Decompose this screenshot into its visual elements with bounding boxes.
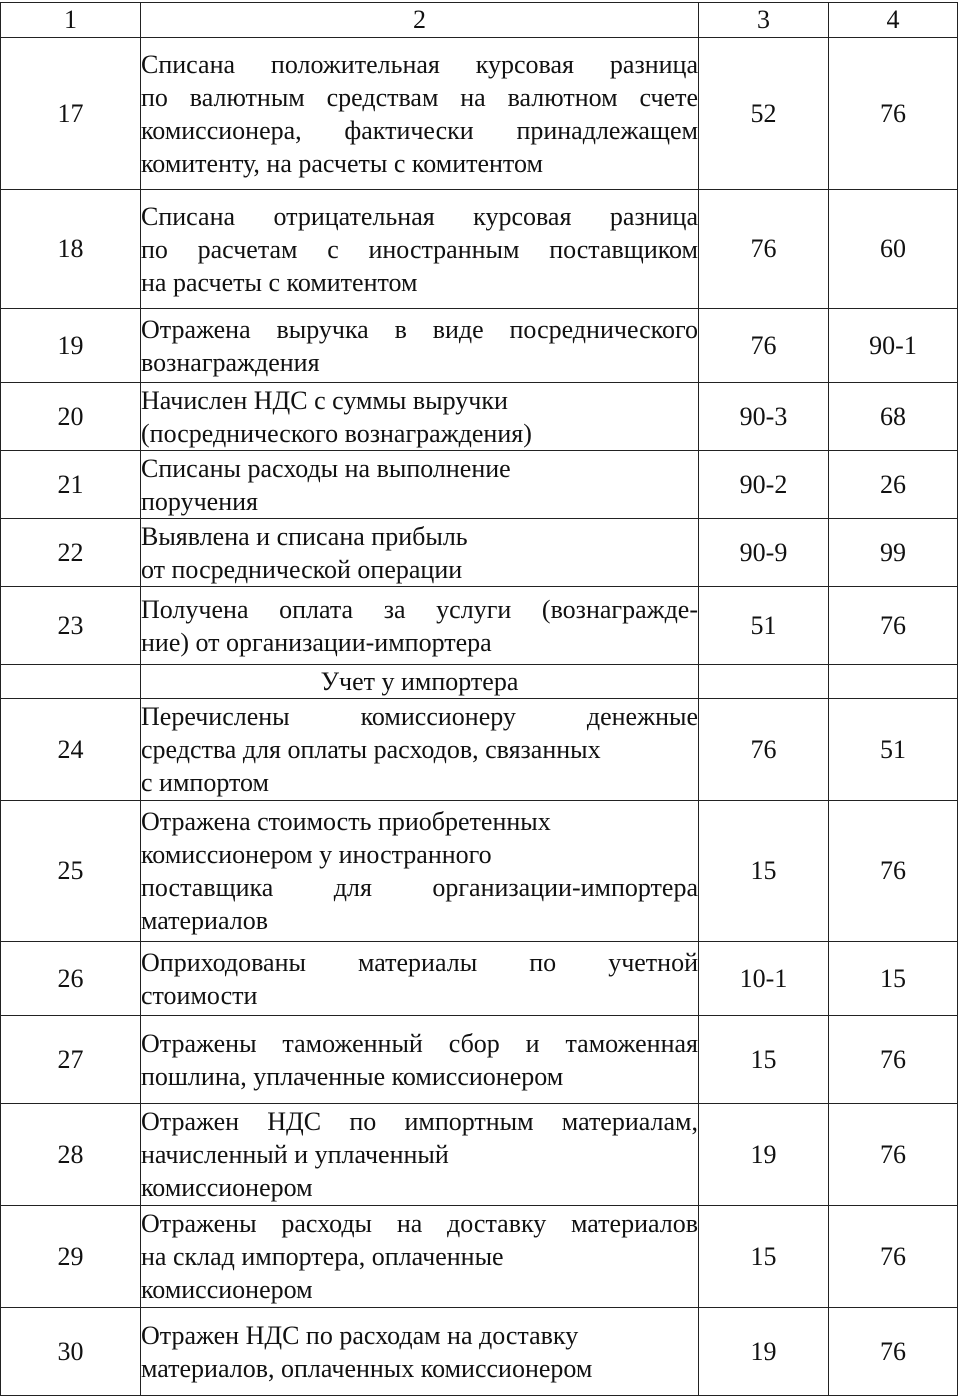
description-line: Получена оплата за услуги (вознагражде- (141, 594, 698, 624)
entry-number: 19 (1, 309, 141, 383)
table-row (1, 699, 958, 801)
description-line: (посреднического вознаграждения) (141, 418, 532, 448)
entry-description (141, 190, 699, 309)
table-row (1, 1016, 958, 1104)
credit-account: 76 (829, 1016, 958, 1104)
entry-description (141, 451, 699, 519)
debit-account: 15 (699, 1206, 829, 1308)
credit-account: 26 (829, 451, 958, 519)
description-line: по расчетам с иностранным поставщиком (141, 234, 698, 264)
entry-description (141, 519, 699, 587)
description-line: ние) от организации-импортера (141, 627, 492, 657)
table-row (1, 309, 958, 383)
entry-number: 30 (1, 1308, 141, 1396)
entry-description (141, 309, 699, 383)
entry-number: 17 (1, 38, 141, 190)
header-col-2: 2 (141, 3, 699, 38)
credit-account: 90-1 (829, 309, 958, 383)
entry-description (141, 1016, 699, 1104)
description-line: материалов (141, 906, 268, 935)
description-line: Списана отрицательная курсовая разница (141, 201, 698, 231)
debit-account: 15 (699, 1016, 829, 1104)
entry-number: 24 (1, 699, 141, 801)
debit-account: 51 (699, 587, 829, 665)
entry-description (141, 383, 699, 451)
debit-account: 90-2 (699, 451, 829, 519)
entry-description (141, 1104, 699, 1206)
entry-number: 22 (1, 519, 141, 587)
table-row (1, 587, 958, 665)
credit-account: 76 (829, 587, 958, 665)
description-line: Отражен НДС по расходам на доставку (141, 1320, 579, 1350)
table-row (1, 519, 958, 587)
debit-account: 19 (699, 1104, 829, 1206)
description-line: пошлина, уплаченные комиссионером (141, 1061, 564, 1091)
entry-number: 20 (1, 383, 141, 451)
debit-account: 76 (699, 190, 829, 309)
table-row (1, 1206, 958, 1308)
debit-account: 90-3 (699, 383, 829, 451)
accounting-entries-table (0, 2, 958, 1396)
credit-account: 76 (829, 1206, 958, 1308)
entry-number: 18 (1, 190, 141, 309)
description-line: Отражена выручка в виде посреднического (141, 314, 698, 344)
description-line: комиссионером (141, 1275, 313, 1304)
description-line: комиссионером (141, 1173, 313, 1202)
credit-account: 68 (829, 383, 958, 451)
entry-description (141, 942, 699, 1016)
description-line: Списаны расходы на выполнение (141, 453, 511, 483)
description-line: Оприходованы материалы по учетной (141, 947, 698, 977)
description-line: Выявлена и списана прибыль (141, 521, 468, 551)
description-line: Отражен НДС по импортным материалам, (141, 1107, 698, 1136)
table-row (1, 942, 958, 1016)
entry-description (141, 1308, 699, 1396)
debit-account: 15 (699, 801, 829, 942)
entry-number: 29 (1, 1206, 141, 1308)
credit-account: 15 (829, 942, 958, 1016)
debit-account: 90-9 (699, 519, 829, 587)
entry-number: 27 (1, 1016, 141, 1104)
section-row (1, 665, 958, 699)
description-line: стоимости (141, 980, 258, 1010)
table-row (1, 38, 958, 190)
description-line: Отражена стоимость приобретенных (141, 807, 551, 836)
credit-account: 51 (829, 699, 958, 801)
entry-number: 21 (1, 451, 141, 519)
credit-account: 60 (829, 190, 958, 309)
description-line: Начислен НДС с суммы выручки (141, 385, 508, 415)
credit-account: 76 (829, 38, 958, 190)
table-body (1, 3, 958, 1396)
table-row (1, 451, 958, 519)
debit-account: 76 (699, 309, 829, 383)
description-line: на склад импортера, оплаченные (141, 1242, 504, 1271)
credit-account: 76 (829, 801, 958, 942)
description-line: Списана положительная курсовая разница (141, 49, 698, 79)
entry-number: 25 (1, 801, 141, 942)
section-empty-cell (829, 665, 958, 699)
description-line: вознаграждения (141, 347, 320, 377)
header-row (1, 3, 958, 38)
description-line: поставщика для организации-импортера (141, 873, 698, 902)
table-row (1, 801, 958, 942)
entry-description (141, 699, 699, 801)
description-line: по валютным средствам на валютном счете (141, 82, 698, 112)
entry-description (141, 801, 699, 942)
description-line: комиссионером у иностранного (141, 840, 492, 869)
entry-number: 23 (1, 587, 141, 665)
description-line: поручения (141, 486, 258, 516)
description-line: с импортом (141, 768, 269, 797)
debit-account: 19 (699, 1308, 829, 1396)
description-line: начисленный и уплаченный (141, 1140, 449, 1169)
section-empty-cell (1, 665, 141, 699)
entry-description (141, 1206, 699, 1308)
debit-account: 10-1 (699, 942, 829, 1016)
debit-account: 76 (699, 699, 829, 801)
table-row (1, 190, 958, 309)
section-title: Учет у импортера (141, 665, 699, 699)
credit-account: 99 (829, 519, 958, 587)
entry-description (141, 38, 699, 190)
header-col-4: 4 (829, 3, 958, 38)
header-col-3: 3 (699, 3, 829, 38)
description-line: комитенту, на расчеты с комитентом (141, 148, 543, 178)
header-col-1: 1 (1, 3, 141, 38)
credit-account: 76 (829, 1308, 958, 1396)
description-line: Отражены таможенный сбор и таможенная (141, 1028, 698, 1058)
description-line: материалов, оплаченных комиссионером (141, 1353, 593, 1383)
entry-number: 28 (1, 1104, 141, 1206)
description-line: средства для оплаты расходов, связанных (141, 735, 601, 764)
description-line: Перечислены комиссионеру денежные (141, 702, 698, 731)
debit-account: 52 (699, 38, 829, 190)
table-row (1, 1104, 958, 1206)
description-line: от посреднической операции (141, 554, 463, 584)
table-row (1, 1308, 958, 1396)
entry-description (141, 587, 699, 665)
entry-number: 26 (1, 942, 141, 1016)
description-line: комиссионера, фактически принадлежащем (141, 115, 698, 145)
section-empty-cell (699, 665, 829, 699)
description-line: на расчеты с комитентом (141, 267, 418, 297)
credit-account: 76 (829, 1104, 958, 1206)
table-row (1, 383, 958, 451)
description-line: Отражены расходы на доставку материалов (141, 1209, 698, 1238)
